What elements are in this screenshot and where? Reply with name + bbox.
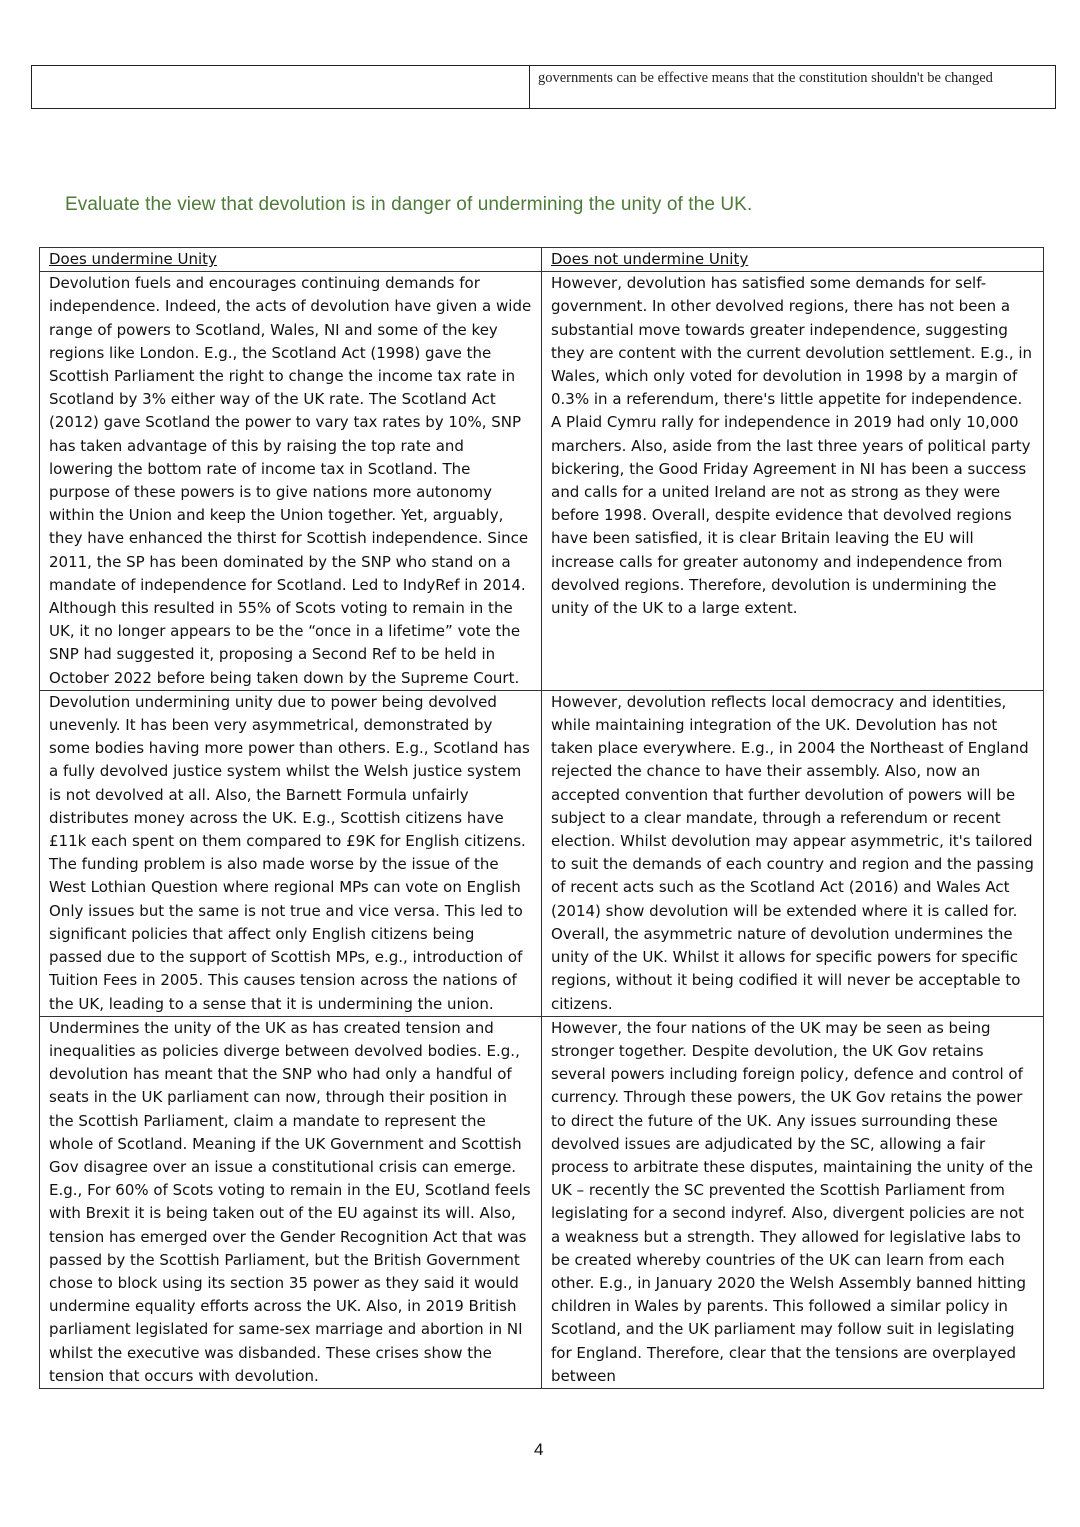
essay-question-heading: Evaluate the view that devolution is in danger of undermining the unity of the UK.: [65, 194, 753, 215]
table-header-row: [40, 248, 1044, 272]
previous-table-fragment: [31, 65, 1056, 109]
page-number: 4: [534, 1440, 544, 1459]
row-1-undermines: Devolution fuels and encourages continuing demands for independence. Indeed, the acts of devolution have given a wide range of powers to Scotland, Wales, NI and some of the key regions like London. E.g., the Scotland Act (1998) gave the Scottish Parliament the right to change the income tax rate in Scotland by 3% either way of the UK rate. The Scotland Act (2012) gave Scotland the power to vary tax rates by 10%, SNP has taken advantage of this by raising the top rate and lowering the bottom rate of income tax in Scotland. The purpose of these powers is to give nations more autonomy within the Union and keep the Union together. Yet, arguably, they have enhanced the thirst for Scottish independence. Since 2011, the SP has been dominated by the SNP who stand on a mandate of independence for Scotland. Led to IndyRef in 2014. Although this resulted in 55% of Scots voting to remain in the UK, it no longer appears to be the “once in a lifetime” vote the SNP had suggested it, proposing a Second Ref to be held in October 2022 before being taken down by the Supreme Court.: [40, 272, 542, 691]
previous-table-right-cell: governments can be effective means that the constitution shouldn't be changed: [538, 70, 993, 86]
table-row: [40, 272, 1044, 691]
row-2-undermines: Devolution undermining unity due to power being devolved unevenly. It has been very asymmetrical, demonstrated by some bodies having more power than others. E.g., Scotland has a fully devolved justice system whilst the Welsh justice system is not devolved at all. Also, the Barnett Formula unfairly distributes money across the UK. E.g., Scottish citizens have £11k each spent on them compared to £9K for English citizens. The funding problem is also made worse by the issue of the West Lothian Question where regional MPs can vote on English Only issues but the same is not true and vice versa. This led to significant policies that affect only English citizens being passed due to the support of Scottish MPs, e.g., introduction of Tuition Fees in 2005. This causes tension across the nations of the UK, leading to a sense that it is undermining the union.: [40, 690, 542, 1016]
table-row: [40, 1016, 1044, 1388]
row-3-undermines: Undermines the unity of the UK as has created tension and inequalities as policies diverge between devolved bodies. E.g., devolution has meant that the SNP who had only a handful of seats in the UK parliament can now, through their position in the Scottish Parliament, claim a mandate to represent the whole of Scotland. Meaning if the UK Government and Scottish Gov disagree over an issue a constitutional crisis can emerge. E.g., For 60% of Scots voting to remain in the EU, Scotland feels with Brexit it is being taken out of the EU against its will. Also, tension has emerged over the Gender Recognition Act that was passed by the Scottish Parliament, but the British Government chose to block using its section 35 power as they said it would undermine equality efforts across the UK. Also, in 2019 British parliament legislated for same-sex marriage and abortion in NI whilst the executive was disbanded. These crises show the tension that occurs with devolution.: [40, 1016, 542, 1388]
row-3-does-not-undermine: However, the four nations of the UK may be seen as being stronger together. Despite devolution, the UK Gov retains several powers including foreign policy, defence and control of currency. Through these powers, the UK Gov retains the power to direct the future of the UK. Any issues surrounding these devolved issues are adjudicated by the SC, allowing a fair process to arbitrate these disputes, maintaining the unity of the UK – recently the SC prevented the Scottish Parliament from legislating for a second indyref. Also, divergent policies are not a weakness but a strength. They allowed for legislative labs to be created whereby countries of the UK can learn from each other. E.g., in January 2020 the Welsh Assembly banned hitting children in Wales by parents. This followed a similar policy in Scotland, and the UK parliament may follow suit in legislating for England. Therefore, clear that the tensions are overplayed between: [542, 1016, 1044, 1388]
header-does-not-undermine: Does not undermine Unity: [542, 248, 1044, 272]
row-1-does-not-undermine: However, devolution has satisfied some demands for self-government. In other devolved regions, there has not been a substantial move towards greater independence, suggesting they are content with the current devolution settlement. E.g., in Wales, which only voted for devolution in 1998 by a margin of 0.3% in a referendum, there's little appetite for independence. A Plaid Cymru rally for independence in 2019 had only 10,000 marchers. Also, aside from the last three years of political party bickering, the Good Friday Agreement in NI has been a success and calls for a united Ireland are not as strong as they were before 1998. Overall, despite evidence that devolved regions have been satisfied, it is clear Britain leaving the EU will increase calls for greater autonomy and independence from devolved regions. Therefore, devolution is undermining the unity of the UK to a large extent.: [542, 272, 1044, 691]
previous-table-left-cell: [32, 66, 530, 108]
table-row: [40, 690, 1044, 1016]
header-undermines: Does undermine Unity: [40, 248, 542, 272]
evaluation-table: [39, 247, 1044, 1389]
row-2-does-not-undermine: However, devolution reflects local democracy and identities, while maintaining integration of the UK. Devolution has not taken place everywhere. E.g., in 2004 the Northeast of England rejected the chance to have their assembly. Also, now an accepted convention that further devolution of powers will be subject to a clear mandate, through a referendum or recent election. Whilst devolution may appear asymmetric, it's tailored to suit the demands of each country and region and the passing of recent acts such as the Scotland Act (2016) and Wales Act (2014) show devolution will be extended where it is called for. Overall, the asymmetric nature of devolution undermines the unity of the UK. Whilst it allows for specific powers for specific regions, without it being codified it will never be acceptable to citizens.: [542, 690, 1044, 1016]
